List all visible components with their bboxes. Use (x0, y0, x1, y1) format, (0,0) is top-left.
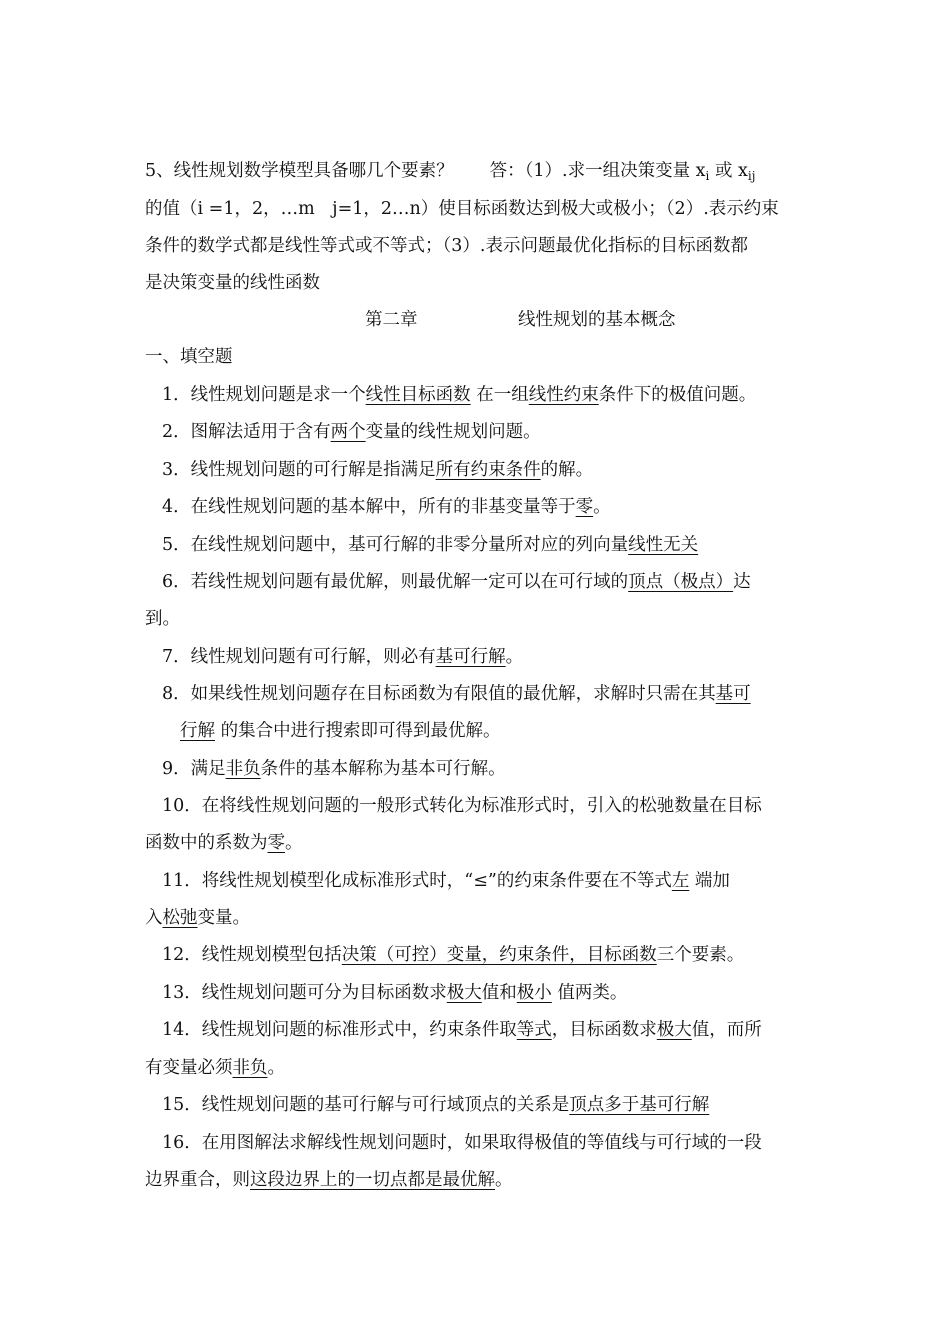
list-item-continued: 到。 (145, 609, 180, 629)
answer-blank: 极大 (446, 983, 482, 1003)
list-item: 5．在线性规划问题中，基可行解的非零分量所对应的列向量线性无关 (162, 535, 699, 555)
list-item-continued: 函数中的系数为零。 (145, 833, 303, 853)
subscript-ij: ij (747, 169, 756, 183)
list-item: 9．满足非负条件的基本解称为基本可行解。 (162, 759, 506, 779)
list-item: 10．在将线性规划问题的一般形式转化为标准形式时，引入的松驰数量在目标 (162, 796, 762, 816)
answer-blank: 顶点多于基可行解 (569, 1095, 710, 1115)
answer-blank: 基可 (715, 684, 751, 704)
list-item: 7．线性规划问题有可行解，则必有基可行解。 (162, 647, 524, 667)
q5-line-4: 是决策变量的线性函数 (145, 273, 320, 293)
list-item: 15．线性规划问题的基可行解与可行域顶点的关系是顶点多于基可行解 (162, 1095, 710, 1115)
list-item: 16．在用图解法求解线性规划问题时，如果取得极值的等值线与可行域的一段 (162, 1133, 762, 1153)
q5-line-3: 条件的数学式都是线性等式或不等式；（3）.表示问题最优化指标的目标函数都 (145, 236, 748, 256)
list-item: 4．在线性规划问题的基本解中，所有的非基变量等于零。 (162, 497, 611, 517)
answer-blank: 基可行解 (435, 647, 506, 667)
answer-blank: 这段边界上的一切点都是最优解 (250, 1170, 495, 1190)
chapter-title: 线性规划的基本概念 (518, 310, 676, 330)
answer-blank: 零 (575, 497, 594, 517)
answer-blank: 线性约束 (528, 385, 599, 405)
answer-blank: 等式 (516, 1020, 552, 1040)
answer-blank: 行解 (180, 721, 215, 741)
subscript-i: i (705, 169, 710, 183)
answer-blank: 顶点（极点） (628, 572, 734, 592)
answer-blank: 决策（可控）变量，约束条件，目标函数 (341, 945, 657, 965)
answer-blank: 线性目标函数 (365, 385, 471, 405)
q5-or: 或 x (709, 161, 748, 181)
answer-blank: 左 (671, 871, 690, 891)
answer-blank: 松弛 (162, 908, 198, 928)
q5-answer-start: 答：（1）.求一组决策变量 x (489, 161, 706, 181)
list-item-continued: 有变量必须非负。 (145, 1058, 285, 1078)
answer-blank: 非负 (225, 759, 261, 779)
list-item-continued: 边界重合，则这段边界上的一切点都是最优解。 (145, 1170, 513, 1190)
answer-blank: 所有约束条件 (435, 460, 541, 480)
list-item: 14．线性规划问题的标准形式中，约束条件取等式，目标函数求极大值，而所 (162, 1020, 762, 1040)
answer-blank: 极小 (516, 983, 552, 1003)
list-item: 6．若线性规划问题有最优解，则最优解一定可以在可行域的顶点（极点）达 (162, 572, 751, 592)
q5-question: 5、线性规划数学模型具备哪几个要素？ (145, 161, 454, 181)
section-heading: 一、填空题 (145, 347, 233, 367)
answer-blank: 非负 (232, 1058, 268, 1078)
list-item: 11．将线性规划模型化成标准形式时，“≤”的约束条件要在不等式左 端加 (162, 871, 730, 891)
list-item: 13．线性规划问题可分为目标函数求极大值和极小 值两类。 (162, 983, 628, 1003)
list-item: 2．图解法适用于含有两个变量的线性规划问题。 (162, 422, 541, 442)
answer-blank: 线性无关 (628, 535, 699, 555)
answer-blank: 极大 (656, 1020, 692, 1040)
q5-line-2: 的值（i =1，2，…m j=1，2…n）使目标函数达到极大或极小；（2）.表示约束 (145, 199, 779, 219)
list-item-continued: 行解 的集合中进行搜索即可得到最优解。 (180, 721, 501, 741)
answer-blank: 两个 (330, 422, 366, 442)
answer-blank: 零 (267, 833, 285, 853)
list-item: 8．如果线性规划问题存在目标函数为有限值的最优解，求解时只需在其基可 (162, 684, 751, 704)
list-item: 1．线性规划问题是求一个线性目标函数 在一组线性约束条件下的极值问题。 (162, 385, 757, 405)
list-item: 12．线性规划模型包括决策（可控）变量，约束条件，目标函数三个要素。 (162, 945, 745, 965)
list-item: 3．线性规划问题的可行解是指满足所有约束条件的解。 (162, 460, 594, 480)
q5-line-1 (145, 160, 825, 187)
list-item-continued: 入松弛变量。 (145, 908, 250, 928)
chapter-number: 第二章 (365, 310, 418, 330)
